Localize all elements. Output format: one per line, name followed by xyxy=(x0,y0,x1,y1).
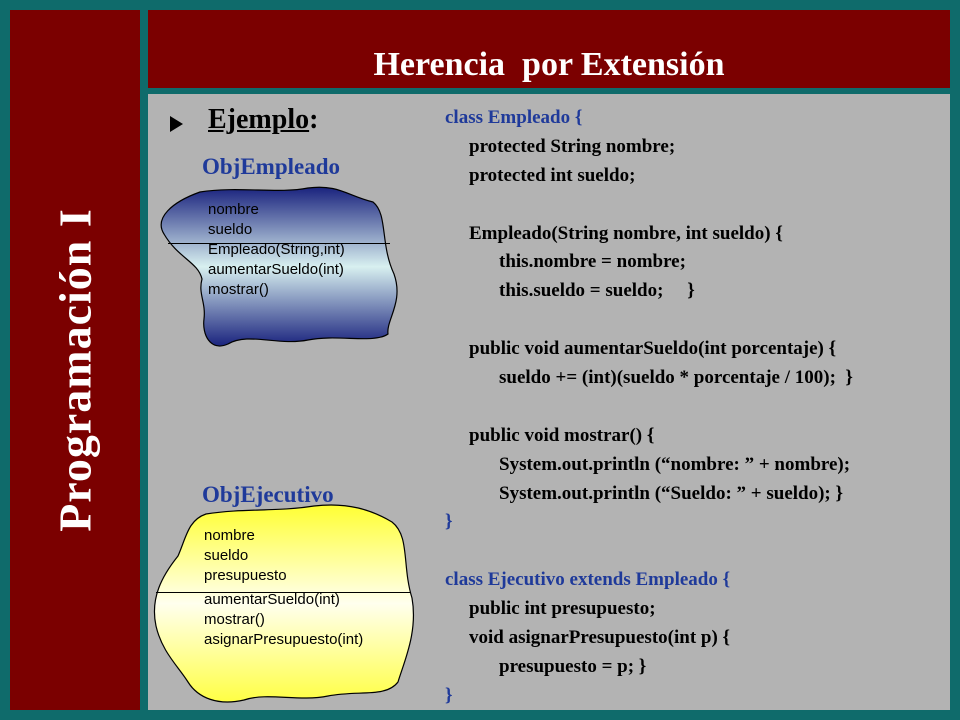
example-label-text: Ejemplo xyxy=(208,104,310,135)
slide-title: Herencia por Extensión xyxy=(373,46,725,83)
obj-empleado-method: aumentarSueldo(int) xyxy=(208,261,344,278)
code-line: protected int sueldo; xyxy=(469,164,636,186)
content-area xyxy=(148,94,950,710)
sidebar xyxy=(10,10,140,710)
obj-ejecutivo-method: asignarPresupuesto(int) xyxy=(204,631,364,648)
obj-empleado-title: ObjEmpleado xyxy=(202,154,341,179)
code-line xyxy=(445,393,853,422)
obj-ejecutivo-method: aumentarSueldo(int) xyxy=(204,591,340,608)
obj-empleado-method: Empleado(String,int) xyxy=(208,241,345,258)
code-line: sueldo += (int)(sueldo * porcentaje / 100); } xyxy=(499,367,853,389)
obj-ejecutivo-method: mostrar() xyxy=(204,611,265,628)
code-line: class Ejecutivo extends Empleado { xyxy=(445,569,731,591)
code-line: class Empleado { xyxy=(445,107,583,128)
code-line: presupuesto = p; } xyxy=(499,655,647,677)
code-line: this.sueldo = sueldo; } xyxy=(499,280,695,302)
obj-empleado-attribute: nombre xyxy=(208,201,259,218)
obj-empleado-attributes xyxy=(208,200,259,240)
code-line: void asignarPresupuesto(int p) { xyxy=(469,627,731,649)
code-line: System.out.println (“Sueldo: ” + sueldo); } xyxy=(499,482,843,504)
code-block xyxy=(445,104,853,711)
obj-ejecutivo-attributes xyxy=(204,526,287,586)
obj-empleado-methods xyxy=(208,240,345,300)
obj-ejecutivo-attribute: nombre xyxy=(204,527,255,544)
code-line: } xyxy=(445,511,453,533)
code-line xyxy=(445,537,853,566)
bullet-arrow-icon xyxy=(170,116,183,132)
obj-ejecutivo-title: ObjEjecutivo xyxy=(202,482,334,507)
header xyxy=(148,10,950,88)
code-line: } xyxy=(445,684,453,706)
example-label-colon: : xyxy=(309,104,319,135)
obj-ejecutivo-attribute: presupuesto xyxy=(204,567,287,584)
code-line: System.out.println (“nombre: ” + nombre); xyxy=(499,453,851,475)
obj-ejecutivo-attribute: sueldo xyxy=(204,547,249,564)
sidebar-title: Programación I xyxy=(49,208,101,532)
example-label xyxy=(208,104,318,136)
code-line: public void mostrar() { xyxy=(469,424,655,446)
code-line: this.nombre = nombre; xyxy=(499,251,686,273)
code-line: Empleado(String nombre, int sueldo) { xyxy=(469,222,783,244)
code-line: public int presupuesto; xyxy=(469,598,656,620)
code-line xyxy=(445,306,853,335)
obj-empleado-method: mostrar() xyxy=(208,281,269,298)
obj-ejecutivo-methods xyxy=(204,590,363,650)
code-line: protected String nombre; xyxy=(469,135,676,157)
code-line: public void aumentarSueldo(int porcentaje) { xyxy=(469,338,837,360)
code-line xyxy=(445,191,853,220)
obj-empleado-attribute: sueldo xyxy=(208,221,253,238)
